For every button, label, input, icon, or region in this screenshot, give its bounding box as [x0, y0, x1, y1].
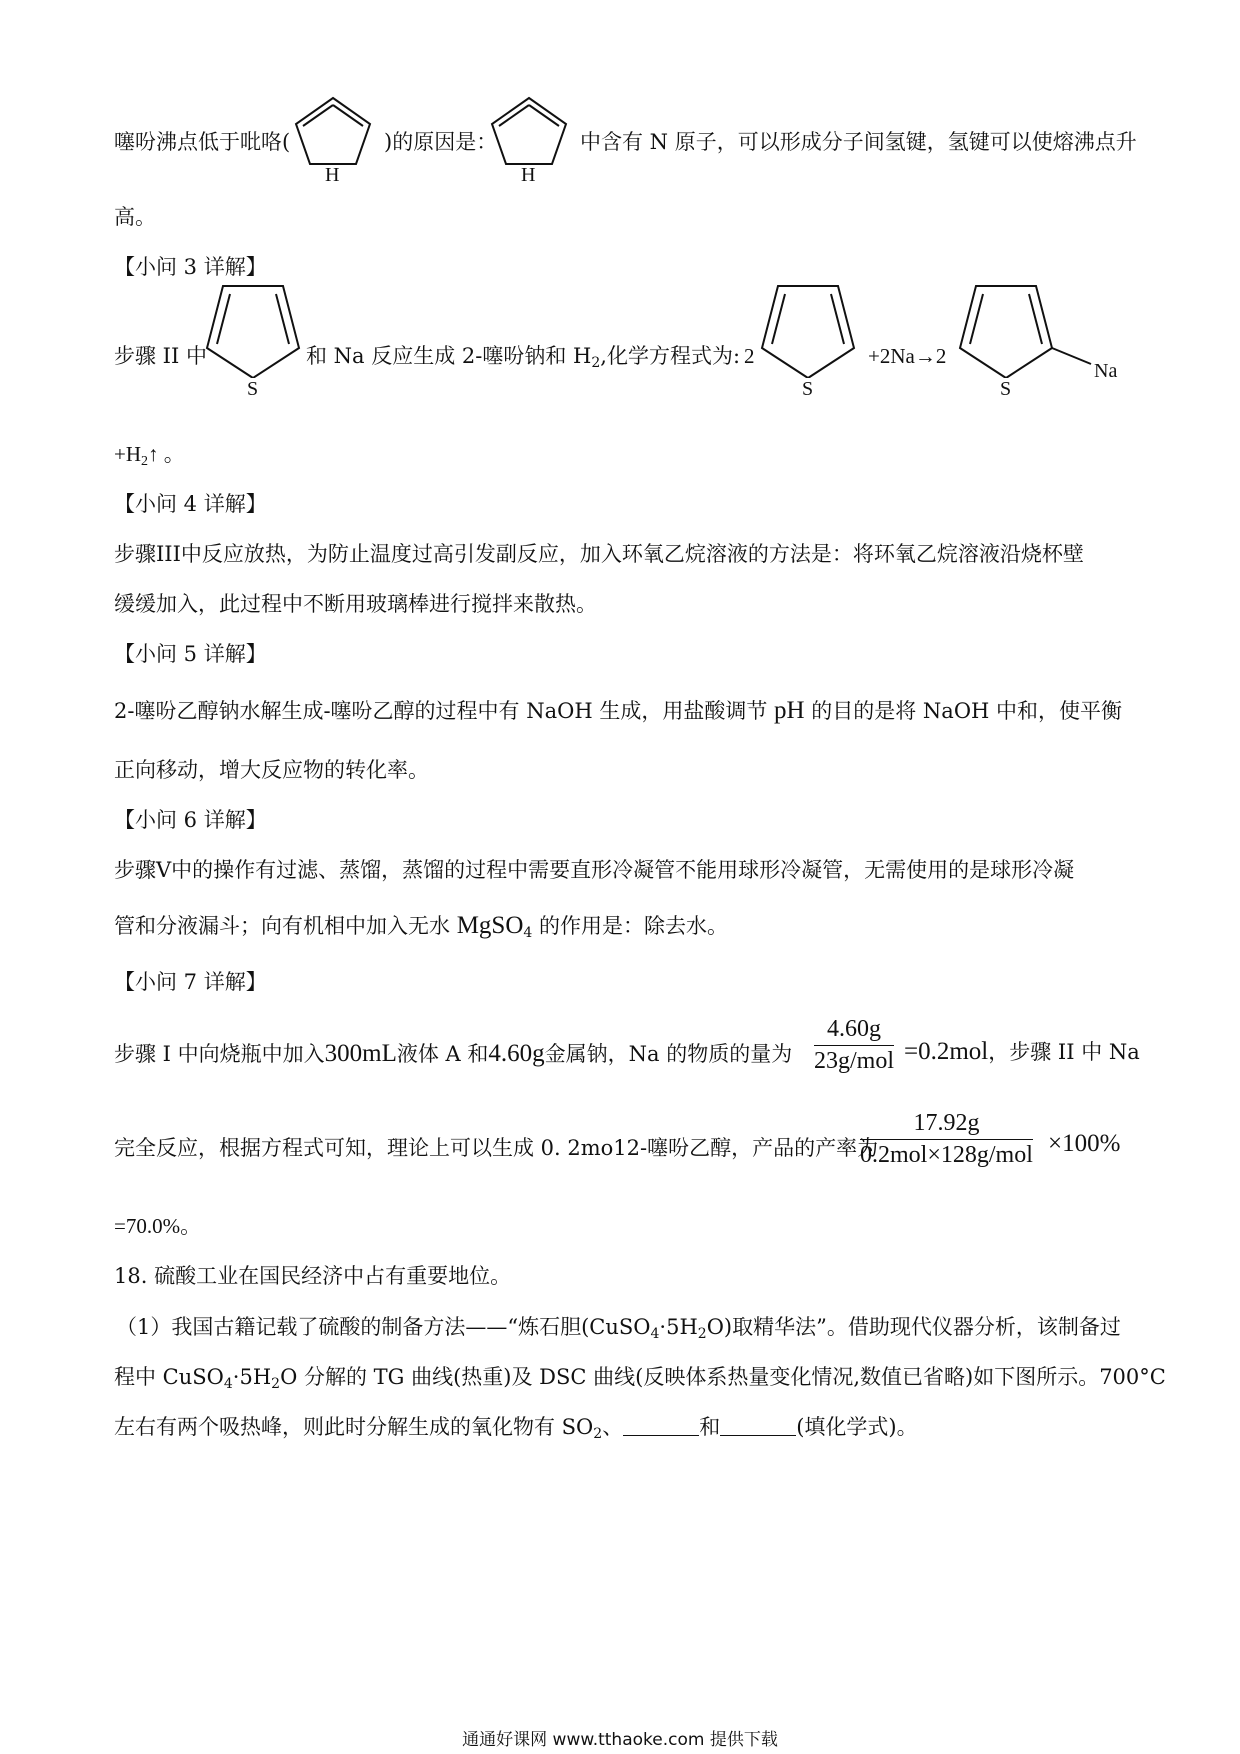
thiophene-structure-2	[758, 278, 858, 408]
yield-percent: ×100%	[1048, 1130, 1121, 1157]
q7-line1-end: =0.2mol，步骤 II 中 Na	[904, 1038, 1140, 1065]
thiophene-ring-icon	[956, 278, 1156, 388]
q3-title: 【小问 3 详解】	[114, 255, 267, 279]
q5-line2: 正向移动，增大反应物的转化率。	[114, 758, 429, 782]
q7-line3: =70.0%。	[114, 1214, 202, 1238]
pyrrole-n-h-label: H	[521, 164, 536, 186]
q3-line1-start: 步骤 II 中	[114, 344, 207, 368]
pyrrole-structure-2	[484, 92, 574, 188]
q7-line1-start: 步骤 I 中向烧瓶中加入300mL液体 A 和4.60g金属钠，Na 的物质的量为	[114, 1040, 793, 1067]
sulfur-label: S	[247, 378, 259, 400]
q3-equation-reagent: +2Na→2	[868, 344, 947, 368]
sodium-moles-fraction	[814, 1016, 894, 1075]
fraction-denominator: 23g/mol	[814, 1048, 895, 1074]
sulfur-label: S	[802, 378, 814, 400]
q4-line1: 步骤III中反应放热，为防止温度过高引发副反应，加入环氧乙烷溶液的方法是：将环氧乙烷溶液沿烧杯壁	[114, 542, 1084, 566]
thiophene-ring-icon	[203, 278, 303, 388]
sodium-label: Na	[1094, 360, 1118, 382]
pyrrole-reason-end: 中含有 N 原子，可以形成分子间氢键，氢键可以使熔沸点升	[580, 130, 1137, 154]
q3-tail: $+H_2↑$ 。	[114, 442, 185, 469]
q5-title: 【小问 5 详解】	[114, 642, 267, 666]
q18-title: 18. 硫酸工业在国民经济中占有重要地位。	[114, 1264, 512, 1288]
sulfur-label: S	[1000, 378, 1012, 400]
q18-line2: 程中 $CuSO_4\cdot 5H_2O$ 分解的 TG 曲线(热重)及 DSC 曲线(反映体系热量变化情况,数值已省略)如下图所示。700°C	[114, 1365, 1166, 1392]
pyrrole-ring-icon	[484, 92, 574, 172]
fraction-numerator: 17.92g	[860, 1110, 1033, 1140]
answer-blank-1[interactable]	[623, 1415, 699, 1436]
fraction-denominator: 0.2mol×128g/mol	[860, 1142, 1033, 1168]
pyrrole-reason-line2: 高。	[114, 205, 156, 229]
footer-watermark: 通通好课网 www.tthaoke.com 提供下载	[462, 1730, 778, 1750]
q5-line1: 2-噻吩乙醇钠水解生成-噻吩乙醇的过程中有 NaOH 生成，用盐酸调节 pH 的目的是将 NaOH 中和，使平衡	[114, 697, 1123, 724]
q6-line2: 管和分液漏斗；向有机相中加入无水 MgSO$_4$ 的作用是：除去水。	[114, 912, 728, 941]
q6-title: 【小问 6 详解】	[114, 808, 267, 832]
pyrrole-ring-icon	[288, 92, 378, 172]
q18-line3: 左右有两个吸热峰，则此时分解生成的氧化物有 $SO_2$、 和 (填化学式)。	[114, 1415, 918, 1442]
pyrrole-structure-1	[288, 92, 378, 188]
q4-line2: 缓缓加入，此过程中不断用玻璃棒进行搅拌来散热。	[114, 592, 597, 616]
q4-title: 【小问 4 详解】	[114, 492, 267, 516]
q3-line1-mid: 和 Na 反应生成 2-噻吩钠和 $H_2$,化学方程式为: 2	[306, 344, 755, 371]
yield-fraction	[860, 1110, 1033, 1169]
answer-blank-2[interactable]	[720, 1415, 796, 1436]
pyrrole-reason-mid: )的原因是：	[384, 130, 498, 154]
pyrrole-n-h-label: H	[325, 164, 340, 186]
fraction-numerator: 4.60g	[814, 1016, 894, 1046]
q7-title: 【小问 7 详解】	[114, 970, 267, 994]
thiophene-structure-1	[203, 278, 303, 408]
q18-line1: （1）我国古籍记载了硫酸的制备方法——“炼石胆$(CuSO_4\cdot 5H_2O)$取精华法”。借助现代仪器分析，该制备过	[116, 1315, 1121, 1342]
q7-line2: 完全反应，根据方程式可知，理论上可以生成 0. 2mo12-噻吩乙醇，产品的产率为	[114, 1136, 879, 1160]
thiophenyl-sodium-structure	[956, 278, 1156, 408]
thiophene-ring-icon	[758, 278, 858, 388]
pyrrole-reason-line: 噻吩沸点低于吡咯(	[114, 130, 291, 154]
q6-line1: 步骤V中的操作有过滤、蒸馏，蒸馏的过程中需要直形冷凝管不能用球形冷凝管，无需使用的是球形冷凝	[114, 858, 1075, 882]
